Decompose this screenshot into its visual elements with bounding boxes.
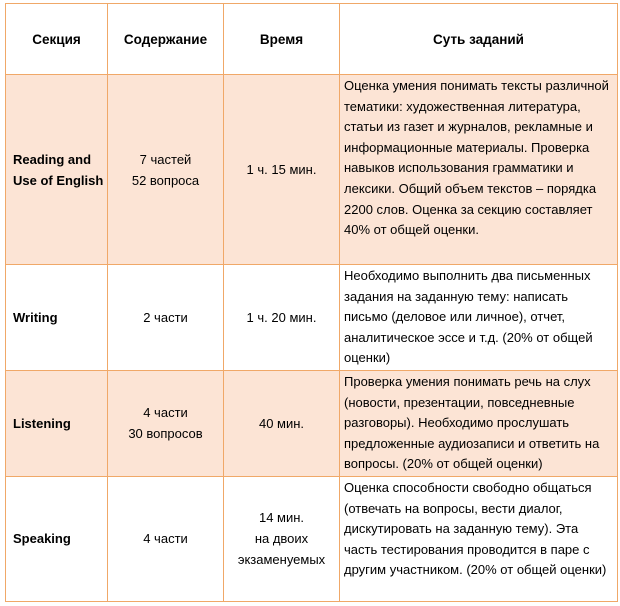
content-line: 30 вопросов	[128, 426, 203, 442]
time-cell	[224, 370, 340, 476]
exam-sections-table	[5, 3, 618, 602]
description-cell: Оценка умения понимать тексты различной тематики: художественная литература, статьи из газет и журналов, рекламные и информационные материалы. Проверка навыков использования грамматики и лексики. Общий объем текстов – порядка 2200 слов. Оценка за секцию составляет 40% от общей оценки.	[340, 75, 618, 265]
section-line: Speaking	[13, 531, 71, 547]
content-line: 52 вопроса	[131, 172, 200, 188]
header-content: Содержание	[108, 4, 224, 75]
header-time: Время	[224, 4, 340, 75]
header-section: Секция	[6, 4, 108, 75]
time-line: 1 ч. 20 мин.	[246, 309, 317, 325]
time-line: экзаменуемых	[237, 552, 326, 568]
time-cell	[224, 75, 340, 265]
content-cell	[108, 265, 224, 371]
time-line: на двоих	[254, 531, 309, 547]
content-line: 4 части	[143, 531, 188, 547]
content-cell	[108, 476, 224, 601]
section-line: Use of English	[13, 172, 104, 188]
description-cell: Необходимо выполнить два письменных задания на заданную тему: написать письмо (деловое или личное), отчет, аналитическое эссе и т.д. (20% от общей оценки)	[340, 265, 618, 371]
content-line: 4 части	[143, 405, 188, 421]
section-cell	[6, 75, 108, 265]
time-cell	[224, 476, 340, 601]
description-cell: Оценка способности свободно общаться (отвечать на вопросы, вести диалог, дискутировать на заданную тему). Эта часть тестирования проводится в паре с другим участником. (20% от общей оценки)	[340, 476, 618, 601]
section-line: Listening	[13, 415, 71, 431]
time-line: 14 мин.	[258, 510, 305, 526]
section-line: Writing	[13, 309, 58, 325]
table-row-reading	[6, 75, 618, 265]
time-line: 40 мин.	[258, 415, 305, 431]
header-row	[6, 4, 618, 75]
content-line: 7 частей	[139, 151, 192, 167]
content-cell	[108, 75, 224, 265]
table-row-writing	[6, 265, 618, 371]
table-row-listening	[6, 370, 618, 476]
table-row-speaking	[6, 476, 618, 601]
description-cell: Проверка умения понимать речь на слух (новости, презентации, повседневные разговоры). Необходимо прослушать предложенные аудиозаписи и ответить на вопросы. (20% от общей оценки)	[340, 370, 618, 476]
content-line: 2 части	[143, 309, 188, 325]
section-cell	[6, 265, 108, 371]
time-line: 1 ч. 15 мин.	[246, 162, 317, 177]
section-cell	[6, 476, 108, 601]
header-description: Суть заданий	[340, 4, 618, 75]
time-cell	[224, 265, 340, 371]
section-line: Reading and	[13, 151, 92, 167]
content-cell	[108, 370, 224, 476]
section-cell	[6, 370, 108, 476]
